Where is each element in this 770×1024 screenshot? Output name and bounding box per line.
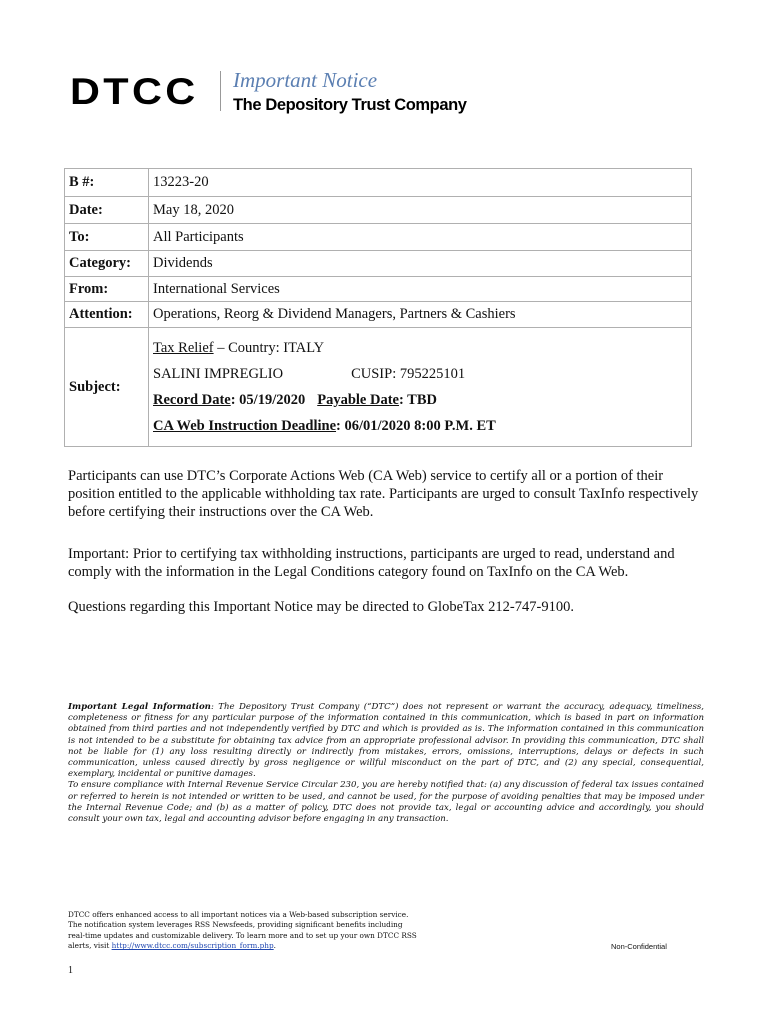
date-value: May 18, 2020 — [149, 197, 692, 224]
deadline-value: : 06/01/2020 8:00 P.M. ET — [336, 418, 496, 434]
record-date-value: : 05/19/2020 — [230, 392, 306, 408]
subject-line-issuer — [153, 361, 691, 387]
from-label: From: — [65, 277, 149, 302]
header — [70, 68, 710, 128]
issuer-name: SALINI IMPREGLIO — [153, 366, 284, 382]
subject-line-tax-relief — [153, 335, 691, 361]
subject-line-deadline — [153, 413, 691, 439]
to-value: All Participants — [149, 224, 692, 251]
category-value: Dividends — [149, 251, 692, 277]
notice-title: Important Notice — [233, 68, 378, 92]
company-name: The Depository Trust Company — [233, 96, 467, 114]
deadline-label: CA Web Instruction Deadline — [153, 418, 337, 434]
b-number-label: B #: — [65, 169, 149, 197]
classification-label: Non-Confidential — [611, 942, 667, 951]
date-label: Date: — [65, 197, 149, 224]
footer-line-1: DTCC offers enhanced access to all important notices via a Web-based subscription service. — [68, 910, 409, 919]
legal-information — [68, 702, 704, 825]
header-divider — [220, 71, 221, 111]
row-attention — [65, 302, 692, 328]
legal-text-2: To ensure compliance with Internal Revenue Service Circular 230, you are hereby notified that: (a) any discussion of federal tax issues contained or referred to herein is not intended or written to be used, and cannot be used, for the purpose of avoiding penalties that may be imposed under the Internal Revenue Code; and (b) as a matter of policy, DTC does not provide tax, legal or accounting advice and accordingly, you should consult your own tax, legal and accounting advisor before engaging in any transaction. — [68, 780, 704, 825]
b-number-value: 13223-20 — [149, 169, 692, 197]
payable-date-label: Payable Date — [317, 392, 399, 408]
page-number: 1 — [68, 965, 73, 976]
attention-value: Operations, Reorg & Dividend Managers, Partners & Cashiers — [149, 302, 692, 328]
subject-line-dates — [153, 387, 691, 413]
footer-line-3: real-time updates and customizable delivery. To learn more and to set up your own DTCC RSS — [68, 930, 417, 940]
subject-label: Subject: — [65, 328, 149, 447]
payable-date-value: : TBD — [398, 392, 437, 408]
cusip-text: CUSIP: 795225101 — [351, 366, 466, 382]
legal-lead: Important Legal Information — [68, 702, 211, 712]
from-value: International Services — [149, 277, 692, 302]
row-date — [65, 197, 692, 224]
footer-line-2: The notification system leverages RSS Newsfeeds, providing significant benefits including — [68, 920, 403, 930]
tax-relief-label: Tax Relief — [153, 340, 214, 356]
legal-text-1: : The Depository Trust Company (“DTC”) does not represent or warrant the accuracy, adequacy, timeliness, completeness or fitness for any particular purpose of the information contained in this communication, which is based in part on information obtained from third parties and not independently verified by DTC and which is provided as is. The information contained in this communication is not intended to be a substitute for obtaining tax advice from an appropriate professional advisor. In providing this communication, DTC shall not be liable for (1) any loss resulting directly or indirectly from mistakes, errors, omissions, interruptions, delays or defects in such communication, unless caused directly by gross negligence or willful misconduct on the part of DTC, and (2) any special, consequential, exemplary, incidental or punitive damages. — [68, 702, 705, 780]
row-b-number — [65, 169, 692, 197]
record-date-label: Record Date — [153, 392, 231, 408]
category-label: Category: — [65, 251, 149, 277]
attention-label: Attention: — [65, 302, 149, 328]
country-text: – Country: ITALY — [213, 340, 325, 356]
footer-line-4-suffix: . — [273, 941, 276, 951]
footer-line-4-prefix: alerts, visit — [68, 941, 112, 951]
row-to — [65, 224, 692, 251]
body-paragraph-ca-web: Participants can use DTC’s Corporate Actions Web (CA Web) service to certify all or a portion of their position entitled to the applicable withholding tax rate. Participants are urged to consult TaxInfo respectively before certifying their instructions over the CA Web. — [68, 468, 699, 520]
row-category — [65, 251, 692, 277]
subject-value — [149, 328, 692, 447]
subscription-link[interactable]: http://www.dtcc.com/subscription_form.php — [111, 941, 274, 951]
to-label: To: — [65, 224, 149, 251]
body-paragraph-questions: Questions regarding this Important Notice may be directed to GlobeTax 212-747-9100. — [68, 599, 574, 615]
row-from — [65, 277, 692, 302]
dtcc-logo: DTCC — [70, 71, 199, 112]
body-paragraph-important: Important: Prior to certifying tax withholding instructions, participants are urged to read, understand and comply with the information in the Legal Conditions category found on TaxInfo on the CA Web. — [68, 546, 675, 580]
notice-info-table — [64, 168, 692, 447]
row-subject — [65, 328, 692, 447]
footer-subscription-note — [68, 910, 448, 952]
